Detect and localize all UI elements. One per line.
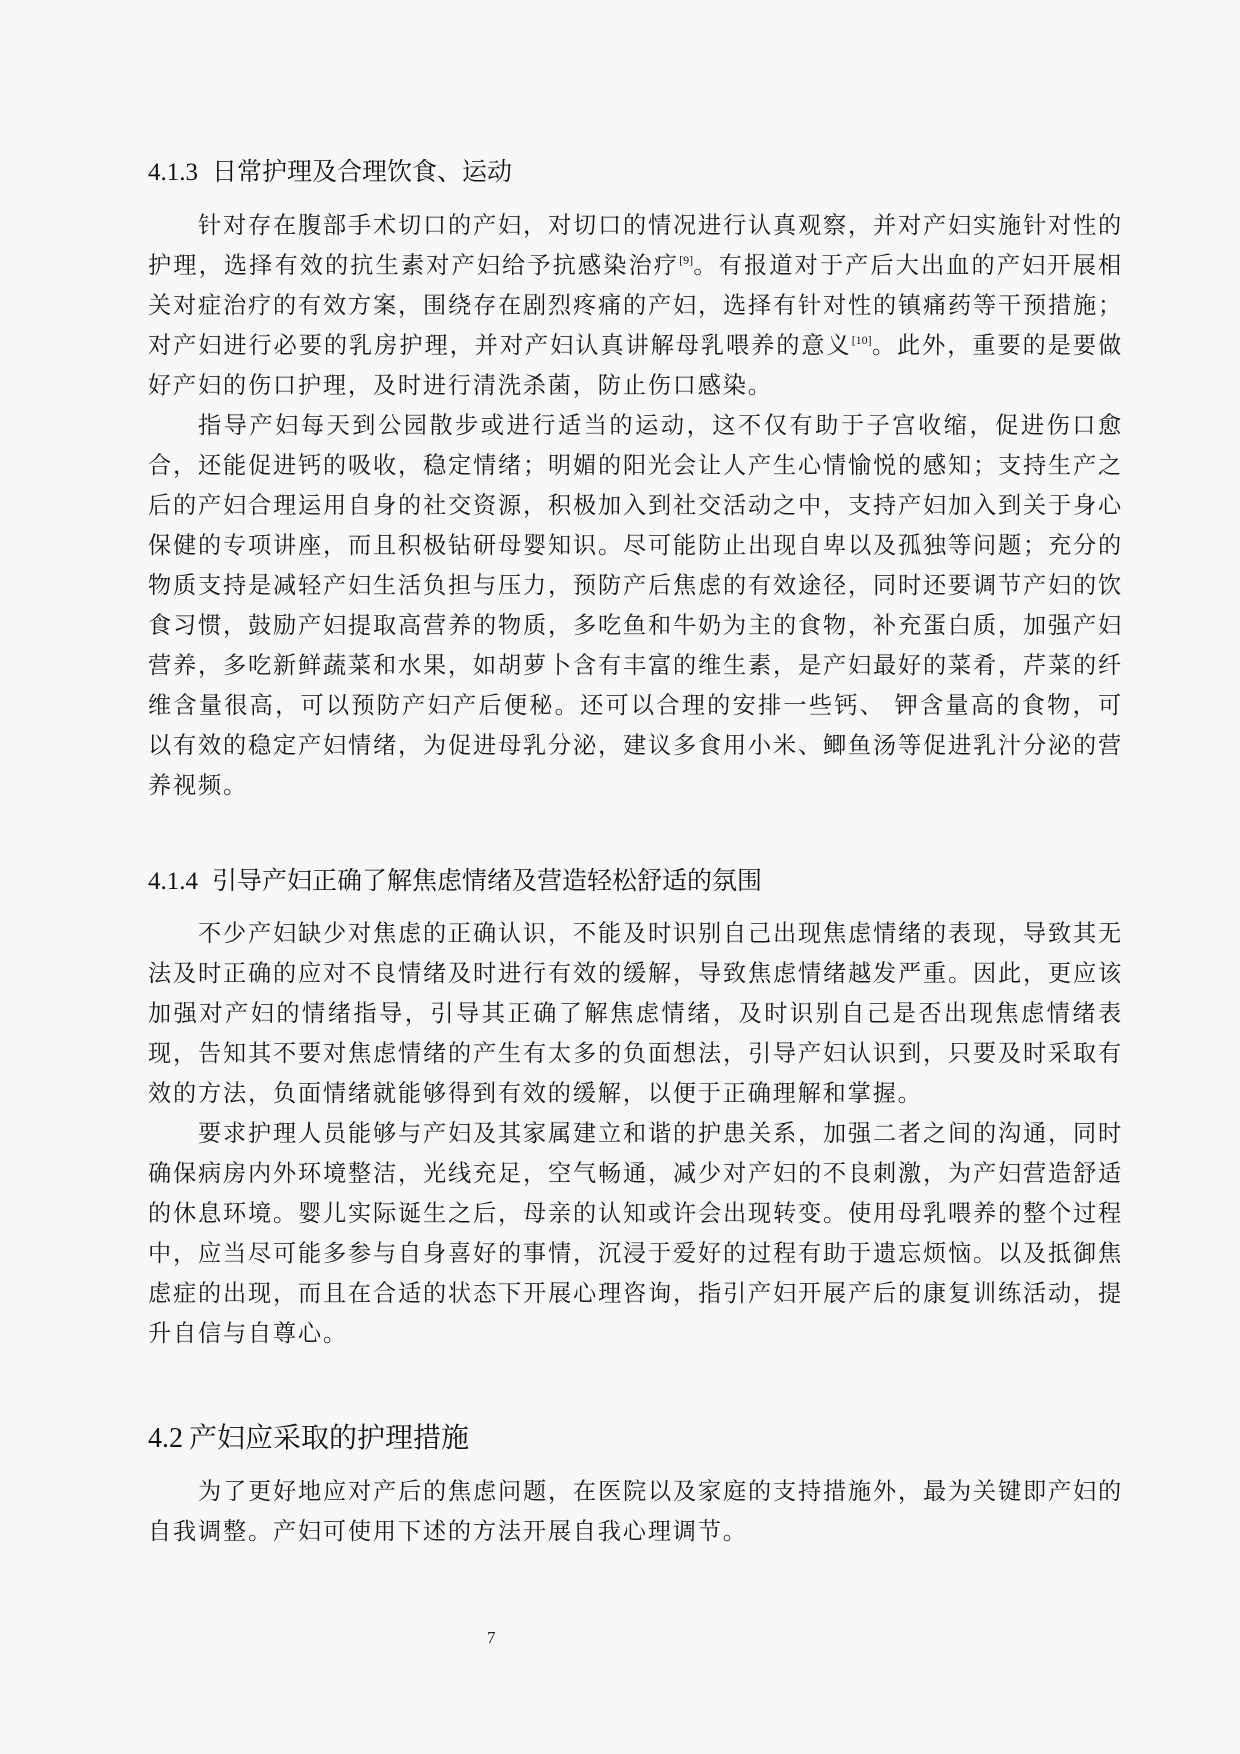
section-title: 日常护理及合理饮食、运动 xyxy=(212,157,513,186)
citation-10: [10] xyxy=(851,333,872,347)
section-number: 4.1.4 xyxy=(148,868,198,895)
paragraph-environment: 要求护理人员能够与产妇及其家属建立和谐的护患关系，加强二者之间的沟通，同时确保病房内外环境整洁，光线充足，空气畅通，减少对产妇的不良刺激，为产妇营造舒适的休息环境。婴儿实际诞生之后，母亲的认知或许会出现转变。使用母乳喂养的整个过程中，应当尽可能多参与自身喜好的事情，沉浸于爱好的过程有助于遗忘烦恼。以及抵御焦虑症的出现，而且在合适的状态下开展心理咨询，指引产妇开展产后的康复训练活动，提升自信与自尊心。 xyxy=(148,1120,1123,1347)
paragraph-wound-care: 针对存在腹部手术切口的产妇，对切口的情况进行认真观察，并对产妇实施针对性的护理，选择有效的抗生素对产妇给予抗感染治疗[9]。有报道对于产后大出血的产妇开展相关对症治疗的有效方案，围绕存在剧烈疼痛的产妇，选择有针对性的镇痛药等干预措施；对产妇进行必要的乳房护理，并对产妇认真讲解母乳喂养的意义[10]。此外，重要的是要做好产妇的伤口护理，及时进行清洗杀菌，防止伤口感染。 xyxy=(148,212,1124,399)
paragraph-self-adjustment: 为了更好地应对产后的焦虑问题，在医院以及家庭的支持措施外，最为关键即产妇的自我调整。产妇可使用下述的方法开展自我心理调节。 xyxy=(148,1478,1123,1545)
section-title: 产妇应采取的护理措施 xyxy=(189,1421,470,1454)
section-number: 4.1.3 xyxy=(148,159,198,186)
section-number: 4.2 xyxy=(148,1423,183,1454)
paragraph-exercise-diet: 指导产妇每天到公园散步或进行适当的运动，这不仅有助于子宫收缩，促进伤口愈合，还能促进钙的吸收，稳定情绪；明媚的阳光会让人产生心情愉悦的感知；支持生产之后的产妇合理运用自身的社交资源，积极加入到社交活动之中，支持产妇加入到关于身心保健的专项讲座，而且积极钻研母婴知识。尽可能防止出现自卑以及孤独等问题；充分的物质支持是减轻产妇生活负担与压力，预防产后焦虑的有效途径，同时还要调节产妇的饮食习惯，鼓励产妇提取高营养的物质，多吃鱼和牛奶为主的食物，补充蛋白质，加强产妇营养，多吃新鲜蔬菜和水果，如胡萝卜含有丰富的维生素，是产妇最好的菜肴，芹菜的纤维含量很高，可以预防产妇产后便秘。还可以合理的安排一些钙、 钾含量高的食物，可以有效的稳定产妇情绪，为促进母乳分泌，建议多食用小米、鲫鱼汤等促进乳汁分泌的营养视频。 xyxy=(148,412,1123,799)
citation-9: [9] xyxy=(679,253,694,267)
page-number: 7 xyxy=(487,1628,496,1647)
section-heading-4-1-4 xyxy=(148,863,762,900)
section-heading-4-1-3 xyxy=(148,154,512,191)
paragraph-anxiety-awareness: 不少产妇缺少对焦虑的正确认识，不能及时识别自己出现焦虑情绪的表现，导致其无法及时正确的应对不良情绪及时进行有效的缓解，导致焦虑情绪越发严重。因此，更应该加强对产妇的情绪指导，引导其正确了解焦虑情绪，及时识别自己是否出现焦虑情绪表现，告知其不要对焦虑情绪的产生有太多的负面想法，引导产妇认识到，只要及时采取有效的方法，负面情绪就能够得到有效的缓解，以便于正确理解和掌握。 xyxy=(148,920,1123,1107)
section-heading-4-2 xyxy=(148,1418,469,1459)
section-title: 引导产妇正确了解焦虑情绪及营造轻松舒适的氛围 xyxy=(212,866,763,895)
